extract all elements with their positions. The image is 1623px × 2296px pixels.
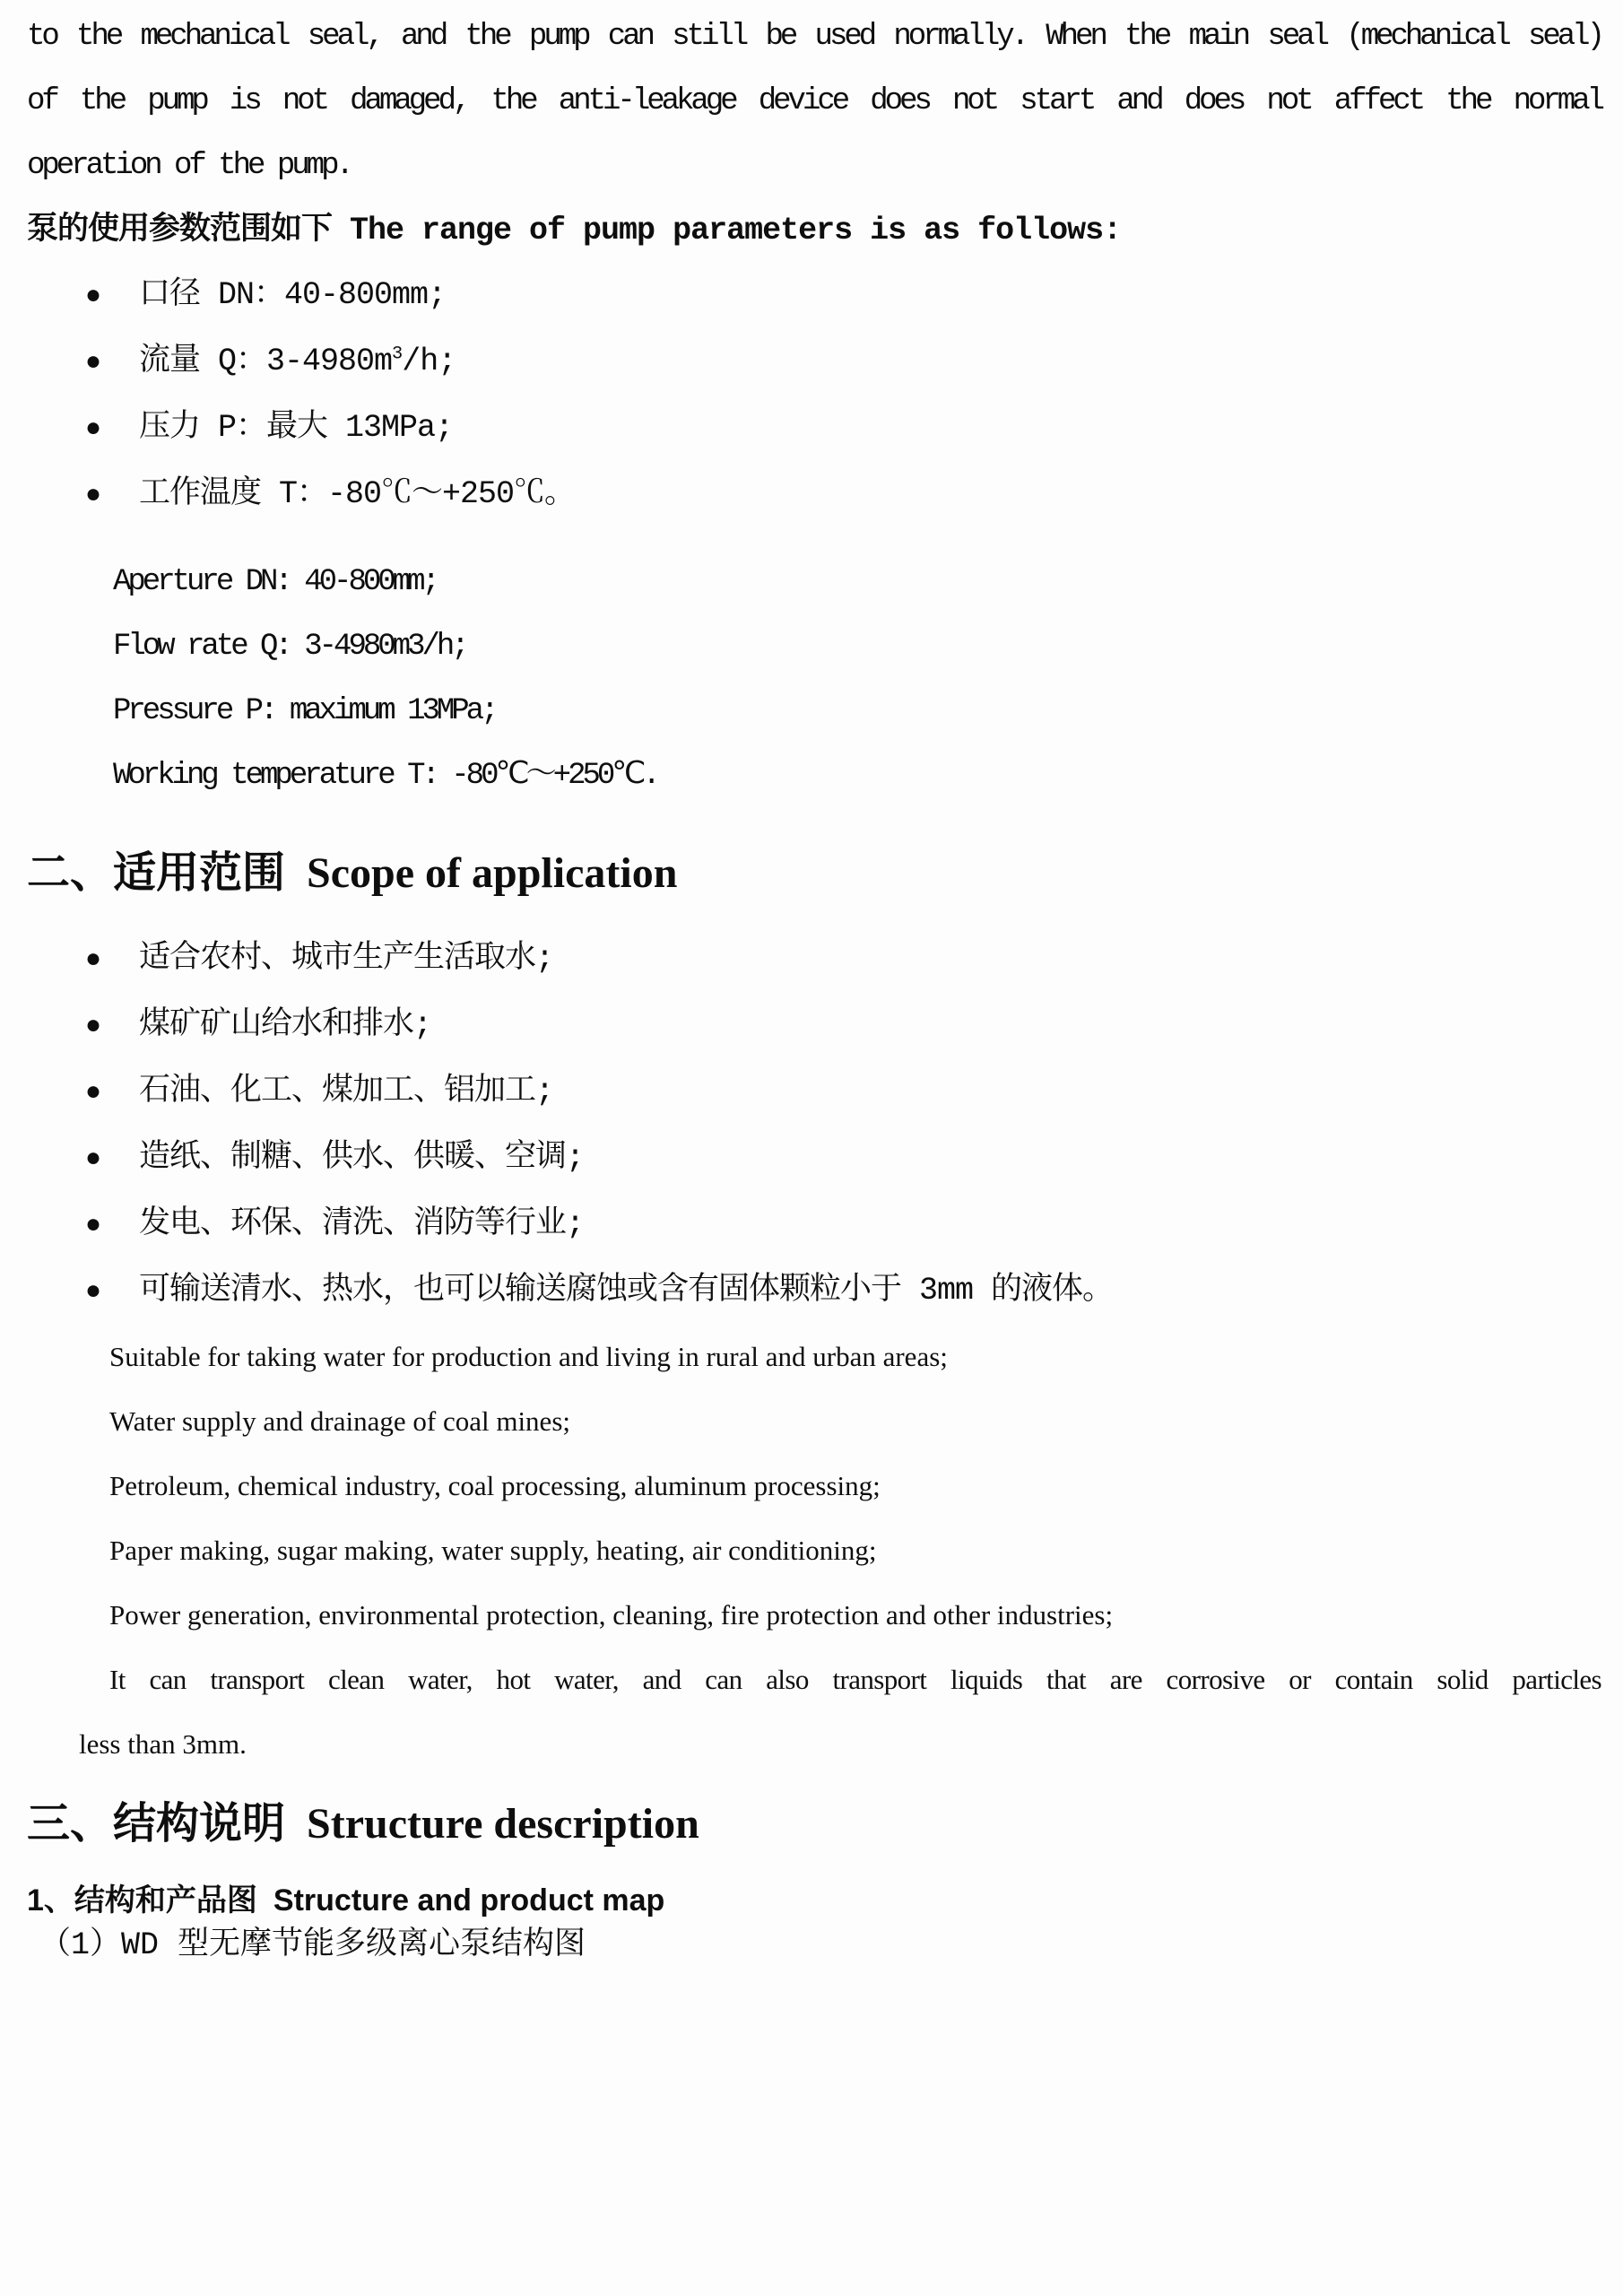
english-line: Pressure P: maximum 13MPa; <box>113 694 496 728</box>
params-english-block <box>27 550 1601 808</box>
list-item-text: 流量 Q：$3-4980m^3/h$; <box>139 344 456 379</box>
list-item-text: 石油、化工、煤加工、铝加工; <box>139 1074 554 1109</box>
bullet-icon: ● <box>85 1144 102 1175</box>
bullet-icon: ● <box>85 1012 102 1042</box>
english-line: Power generation, environmental protection, cleaning, fire protection and other industries; <box>109 1599 1114 1631</box>
bullet-icon: ● <box>85 348 102 378</box>
english-line: It can transport clean water, hot water, and can also transport liquids that are corrosive or contain solid particles <box>109 1664 1601 1695</box>
list-item-text: 口径 DN：40-800mm; <box>139 277 447 313</box>
structure-heading-cn: 三、结构说明 <box>27 1800 286 1848</box>
list-item <box>27 1258 1601 1325</box>
list-item <box>27 396 1601 462</box>
bullet-icon: ● <box>85 945 102 976</box>
list-item-text: 可输送清水、热水，也可以输送腐蚀或含有固体颗粒小于 3mm 的液体。 <box>139 1273 1114 1309</box>
list-item-text: 煤矿矿山给水和排水; <box>139 1007 432 1043</box>
scope-english-block <box>79 1325 1601 1777</box>
english-line: Working temperature T: -80℃～+250℃. <box>113 759 657 793</box>
scope-list <box>27 926 1601 1325</box>
list-item <box>27 1059 1601 1126</box>
bullet-icon: ● <box>85 481 102 511</box>
structure-subheading <box>27 1878 1601 1923</box>
english-line: Petroleum, chemical industry, coal processing, aluminum processing; <box>109 1470 881 1501</box>
list-item <box>27 462 1601 528</box>
list-item-text: 工作温度 T：-80℃～+250℃。 <box>139 476 576 512</box>
list-item-text: 发电、环保、清洗、消防等行业; <box>139 1206 585 1242</box>
list-item <box>27 926 1601 993</box>
bullet-icon: ● <box>85 1211 102 1241</box>
list-item <box>27 1192 1601 1258</box>
scope-heading-en: Scope of application <box>307 849 678 897</box>
intro-line: to the mechanical seal, and the pump can still be used normally. When the main seal (mechanical seal) <box>27 20 1601 54</box>
english-line: Aperture DN: 40-800mm; <box>113 565 437 599</box>
structure-subheading-en: Structure and product map <box>273 1883 665 1918</box>
bullet-icon: ● <box>85 282 102 312</box>
list-item-text: 适合农村、城市生产生活取水; <box>139 941 554 977</box>
list-item <box>27 1126 1601 1192</box>
bullet-icon: ● <box>85 414 102 445</box>
english-line: Paper making, sugar making, water supply, heating, air conditioning; <box>109 1535 877 1566</box>
superscript: 3 <box>392 344 403 365</box>
bullet-icon: ● <box>85 1078 102 1109</box>
list-item <box>27 993 1601 1059</box>
bullet-icon: ● <box>85 1277 102 1308</box>
scope-heading <box>27 841 1601 906</box>
params-list <box>27 263 1601 528</box>
english-line: Flow rate Q: 3-4980m3/h; <box>113 630 466 664</box>
intro-paragraph <box>27 4 1601 198</box>
list-item-text: 压力 P：最大 13MPa; <box>139 410 454 446</box>
params-heading: 泵的使用参数范围如下 The range of pump parameters is as follows: <box>27 213 1122 248</box>
structure-subheading-cn: 1、结构和产品图 <box>27 1883 257 1918</box>
intro-line: of the pump is not damaged, the anti-leakage device does not start and does not affect the normal <box>27 84 1601 118</box>
structure-heading-en: Structure description <box>307 1800 699 1848</box>
english-line: less than 3mm. <box>79 1728 247 1760</box>
figure-caption: （1）WD 型无摩节能多级离心泵结构图 <box>39 1927 586 1963</box>
structure-heading <box>27 1792 1601 1857</box>
intro-line: operation of the pump. <box>27 149 351 183</box>
list-item <box>27 329 1601 396</box>
english-line: Water supply and drainage of coal mines; <box>109 1405 570 1437</box>
list-item-text: 造纸、制糖、供水、供暖、空调; <box>139 1140 585 1176</box>
scope-heading-cn: 二、适用范围 <box>27 849 286 897</box>
english-line: Suitable for taking water for production and living in rural and urban areas; <box>109 1341 948 1372</box>
list-item <box>27 263 1601 329</box>
